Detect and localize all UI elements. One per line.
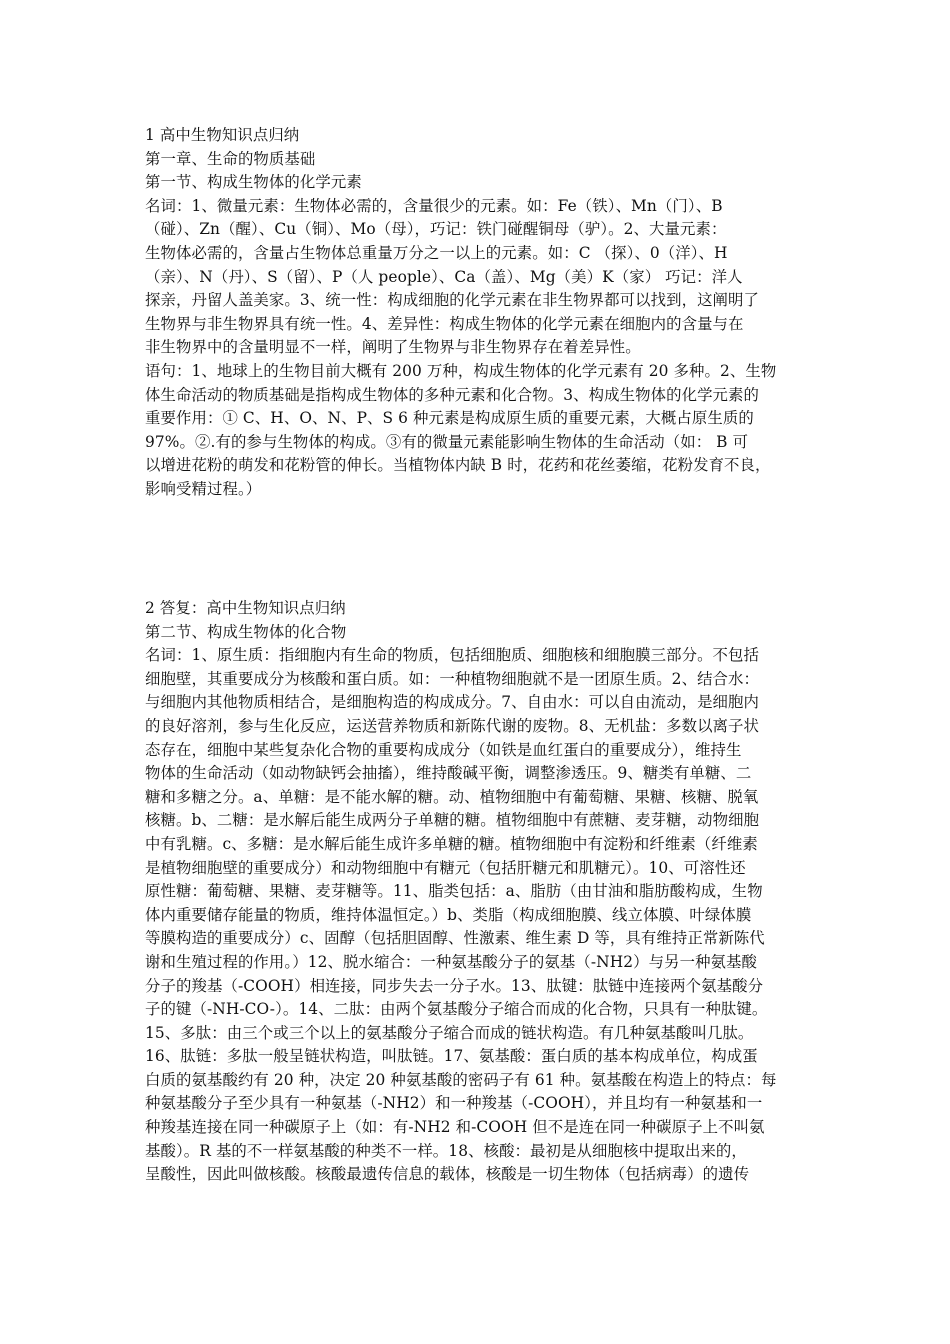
section2-text-line: 与细胞内其他物质相结合，是细胞构造的构成成分。7、自由水：可以自由流动，是细胞内 (145, 693, 760, 712)
section2-text-line: 15、多肽：由三个或三个以上的氨基酸分子缩合而成的链状构造。有几种氨基酸叫几肽。 (145, 1023, 754, 1042)
section2-text-line: 体内重要储存能量的物质，维持体温恒定。）b、类脂（构成细胞膜、线立体膜、叶绿体膜 (145, 905, 752, 924)
section-1 (145, 124, 825, 502)
section2-text-line: 种氨基酸分子至少具有一种氨基（-NH2）和一种羧基（-COOH），并且均有一种氨基和一 (145, 1094, 763, 1113)
section2-text-line: 分子的羧基（-COOH）相连接，同步失去一分子水。13、肽键：肽链中连接两个氨基酸分 (145, 976, 764, 995)
section2-text-line: 子的键（-NH-CO-）。14、二肽：由两个氨基酸分子缩合而成的化合物，只具有一种肽键。 (145, 1000, 768, 1019)
section-2-body (145, 621, 825, 1187)
section1-text-line: 影响受精过程。） (145, 479, 262, 498)
section2-text-line: 种羧基连接在同一种碳原子上（如：有-NH2 和-COOH 但不是连在同一种碳原子上不叫氨 (145, 1118, 765, 1137)
section1-text-line: 非生物界中的含量明显不一样，阐明了生物界与非生物界存在着差异性。 (145, 338, 641, 357)
section2-text-line: 白质的氨基酸约有 20 种，决定 20 种氨基酸的密码子有 61 种。氨基酸在构造上的特点：每 (145, 1070, 777, 1089)
section1-text-line: 重要作用：① C、H、O、N、P、S 6 种元素是构成原生质的重要元素，大概占原生质的 (145, 409, 754, 428)
section2-text-line: 呈酸性，因此叫做核酸。核酸最遗传信息的载体，核酸是一切生物体（包括病毒）的遗传 (145, 1165, 750, 1184)
section2-text-line: 16、肽链：多肽一般呈链状构造，叫肽链。17、氨基酸：蛋白质的基本构成单位，构成蛋 (145, 1047, 758, 1066)
section-2-heading: 2 答复：高中生物知识点归纳 (145, 599, 346, 617)
section2-text-line: 名词：1、原生质：指细胞内有生命的物质，包括细胞质、细胞核和细胞膜三部分。不包括 (145, 646, 760, 665)
section1-text-line: 探亲，丹留人盖美家。3、统一性：构成细胞的化学元素在非生物界都可以找到，这阐明了 (145, 291, 760, 310)
section2-text-line: 态存在，细胞中某些复杂化合物的重要构成成分（如铁是血红蛋白的重要成分），维持生 (145, 740, 742, 759)
section1-text-line: 第一章、生命的物质基础 (145, 149, 316, 168)
section2-text-line: 谢和生殖过程的作用。）12、脱水缩合：一种氨基酸分子的氨基（-NH2）与另一种氨基酸 (145, 952, 758, 971)
section2-text-line: 是植物细胞壁的重要成分）和动物细胞中有糖元（包括肝糖元和肌糖元）。10、可溶性还 (145, 858, 746, 877)
section1-text-line: 以增进花粉的萌发和花粉管的伸长。当植物体内缺 B 时，花药和花丝萎缩，花粉发育不良， (145, 456, 771, 475)
section-2 (145, 597, 825, 1187)
section2-text-line: 原性糖：葡萄糖、果糖、麦芽糖等。11、脂类包括：a、脂肪（由甘油和脂肪酸构成，生物 (145, 882, 763, 901)
section2-text-line: 的良好溶剂，参与生化反应，运送营养物质和新陈代谢的废物。8、无机盐：多数以离子状 (145, 716, 760, 735)
section1-text-line: 语句：1、地球上的生物目前大概有 200 万种，构成生物体的化学元素有 20 多种。2、生物 (145, 361, 777, 380)
section2-text-line: 第二节、构成生物体的化合物 (145, 622, 347, 641)
section2-text-line: 物体的生命活动（如动物缺钙会抽搐），维持酸碱平衡，调整渗透压。9、糖类有单糖、二 (145, 764, 752, 783)
section2-text-line: 中有乳糖。c、多糖：是水解后能生成许多单糖的糖。植物细胞中有淀粉和纤维素（纤维素 (145, 834, 758, 853)
section-1-body (145, 148, 825, 502)
section1-text-line: （亲）、N（丹）、S（留）、P（人 people）、Ca（盖）、Mg（美）K（家） 巧记：洋人 (145, 267, 743, 286)
section2-text-line: 细胞壁，其重要成分为核酸和蛋白质。如：一种植物细胞就不是一团原生质。2、结合水： (145, 669, 760, 688)
section1-text-line: 第一节、构成生物体的化学元素 (145, 173, 362, 192)
section2-text-line: 基酸）。R 基的不一样氨基酸的种类不一样。18、核酸：最初是从细胞核中提取出来的， (145, 1141, 747, 1160)
section-1-heading: 1 高中生物知识点归纳 (145, 126, 300, 144)
section1-text-line: 生物界与非生物界具有统一性。4、差异性：构成生物体的化学元素在细胞内的含量与在 (145, 314, 744, 333)
section2-text-line: 等膜构造的重要成分）c、固醇（包括胆固醇、性激素、维生素 D 等，具有维持正常新陈代 (145, 929, 765, 948)
section2-text-line: 核糖。b、二糖：是水解后能生成两分子单糖的糖。植物细胞中有蔗糖、麦芽糖，动物细胞 (145, 811, 760, 830)
section1-text-line: （碰）、Zn（醒）、Cu（铜）、Mo（母），巧记：铁门碰醒铜母（驴）。2、大量元素： (145, 220, 727, 239)
section1-text-line: 生物体必需的，含量占生物体总重量万分之一以上的元素。如：C （探）、0（洋）、H (145, 243, 728, 262)
section2-text-line: 糖和多糖之分。a、单糖：是不能水解的糖。动、植物细胞中有葡萄糖、果糖、核糖、脱氧 (145, 787, 759, 806)
section1-text-line: 97%。②.有的参与生物体的构成。③有的微量元素能影响生物体的生命活动（如： B 可 (145, 432, 749, 451)
section1-text-line: 体生命活动的物质基础是指构成生物体的多种元素和化合物。3、构成生物体的化学元素的 (145, 385, 760, 404)
section1-text-line: 名词：1、微量元素：生物体必需的，含量很少的元素。如：Fe（铁）、Mn（门）、B (145, 196, 723, 215)
